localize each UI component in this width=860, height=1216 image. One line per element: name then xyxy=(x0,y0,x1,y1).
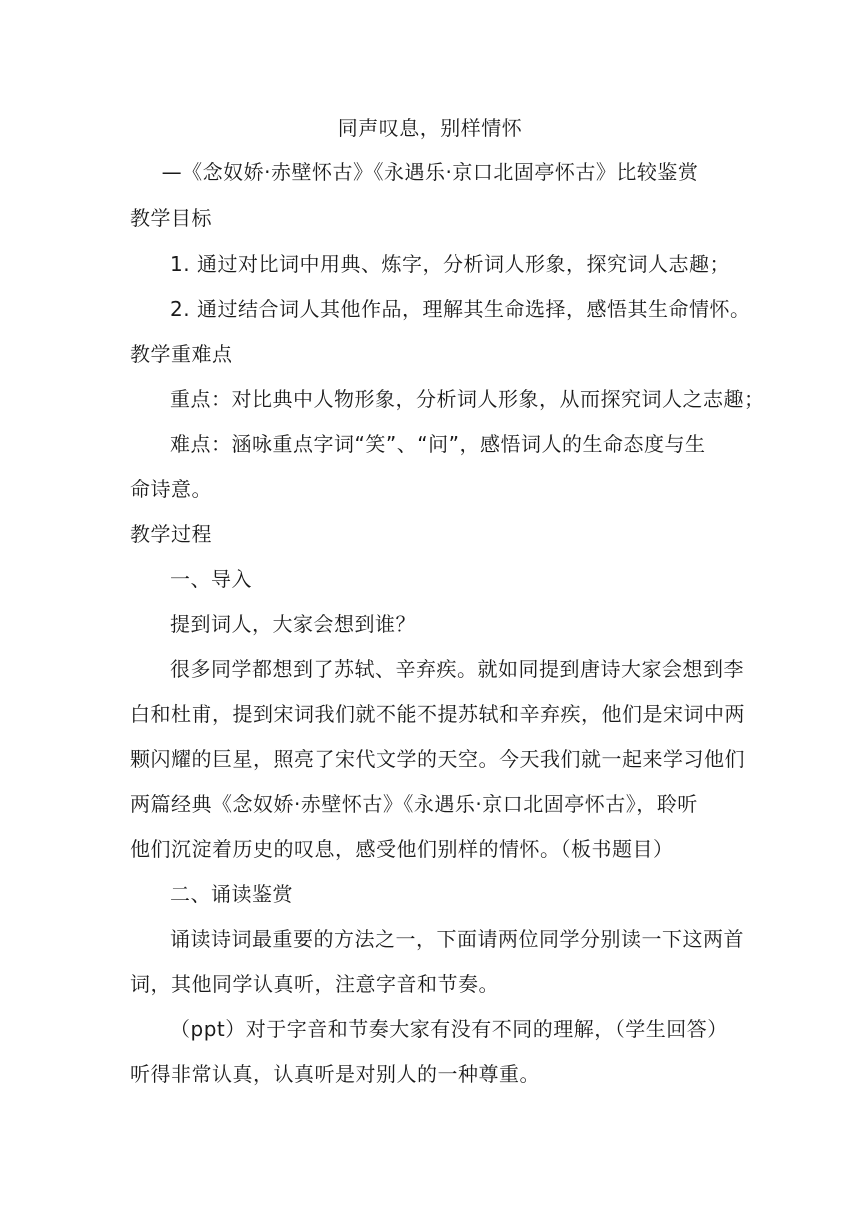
ppt-paragraph-line-2: 听得非常认真，认真听是对别人的一种尊重。 xyxy=(130,1062,540,1086)
difficulty-text-line-1: 难点：涵咏重点字词“笑”、“问”，感悟词人的生命态度与生 xyxy=(170,432,706,456)
intro-paragraph-line-2: 白和杜甫，提到宋词我们就不能不提苏轼和辛弃疾，他们是宋词中两 xyxy=(130,702,745,726)
keypoint-text: 重点：对比典中人物形象，分析词人形象，从而探究词人之志趣； xyxy=(170,387,765,411)
intro-paragraph-line-3: 颗闪耀的巨星，照亮了宋代文学的天空。今天我们就一起来学习他们 xyxy=(130,747,745,771)
step-heading-reading: 二、诵读鉴赏 xyxy=(170,882,293,906)
objective-item-2: 2. 通过结合词人其他作品，理解其生命选择，感悟其生命情怀。 xyxy=(170,297,751,321)
difficulty-text-line-2: 命诗意。 xyxy=(130,477,212,501)
reading-paragraph-line-1: 诵读诗词最重要的方法之一，下面请两位同学分别读一下这两首 xyxy=(170,927,744,951)
reading-paragraph-line-2: 词，其他同学认真听，注意字音和节奏。 xyxy=(130,972,499,996)
objective-item-1: 1. 通过对比词中用典、炼字，分析词人形象，探究词人志趣； xyxy=(170,252,730,276)
document-title: 同声叹息，别样情怀 xyxy=(337,116,523,140)
section-heading-process: 教学过程 xyxy=(130,522,212,546)
intro-question: 提到词人，大家会想到谁？ xyxy=(170,612,416,636)
intro-paragraph-line-5: 他们沉淀着历史的叹息，感受他们别样的情怀。（板书题目） xyxy=(130,837,674,861)
ppt-paragraph-line-1: （ppt）对于字音和节奏大家有没有不同的理解，（学生回答） xyxy=(170,1017,728,1041)
step-heading-intro: 一、导入 xyxy=(170,567,252,591)
section-heading-keypoints: 教学重难点 xyxy=(130,342,233,366)
document-subtitle: —《念奴娇·赤壁怀古》《永遇乐·京口北固亭怀古》比较鉴赏 xyxy=(161,160,699,184)
section-heading-objectives: 教学目标 xyxy=(130,206,212,230)
intro-paragraph-line-1: 很多同学都想到了苏轼、辛弃疾。就如同提到唐诗大家会想到李 xyxy=(170,657,744,681)
intro-paragraph-line-4: 两篇经典《念奴娇·赤壁怀古》《永遇乐·京口北固亭怀古》，聆听 xyxy=(130,792,698,816)
